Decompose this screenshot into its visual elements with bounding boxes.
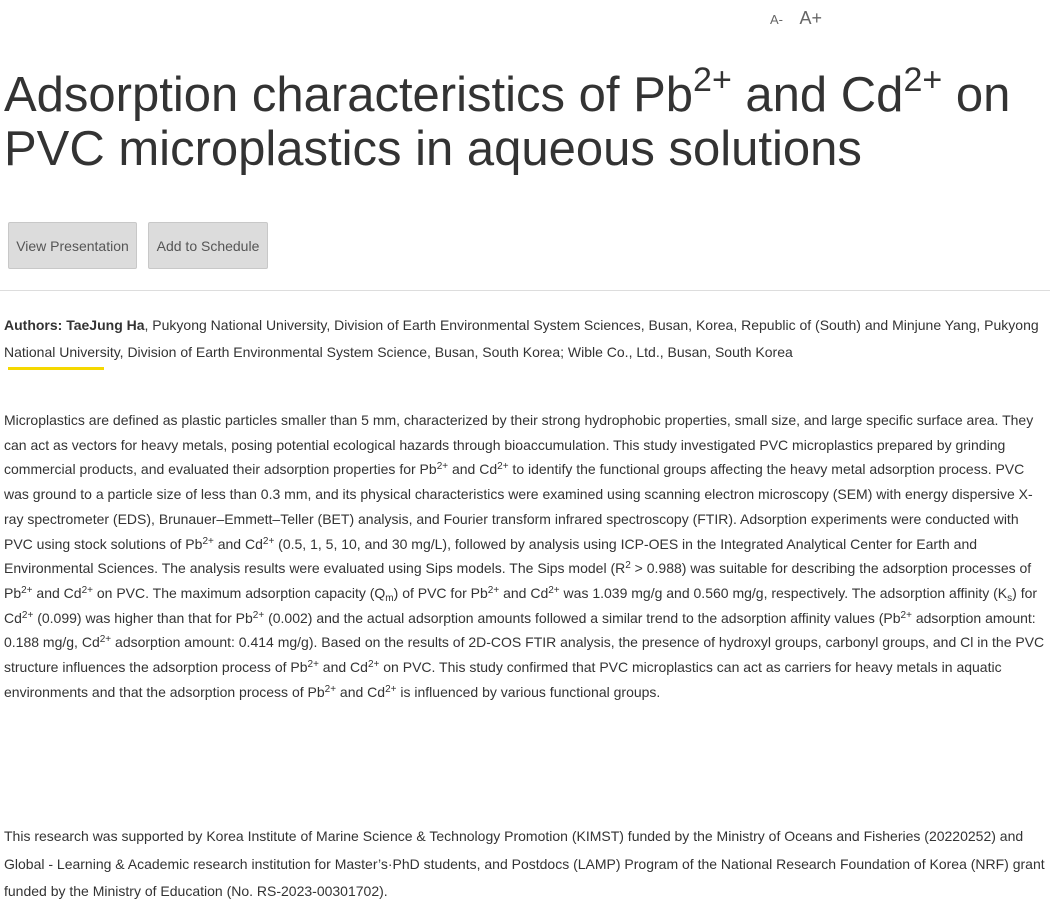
author-affiliation: , Pukyong National University, Division of Earth Environmental System Sciences, Busan, Korea, Republic of (South) and xyxy=(144,317,893,333)
highlight-underline xyxy=(8,367,104,370)
abstract-text: Microplastics are defined as plastic particles smaller than 5 mm, characterized by their strong hydrophobic properties, small size, and large specific surface area. They can act as vectors for heavy metals, posing potential ecological hazards through bioaccumulation. This study investigated PVC microplastics prepared by grinding commercial products, and evaluated their adsorption properties for $Pb^{2+}$ and $Cd^{2+}$ to identify the functional groups affecting the heavy metal adsorption process. PVC was ground to a particle size of less than 0.3 mm, and its physical characteristics were examined using scanning electron microscopy (SEM) with energy dispersive X-ray spectrometer (EDS), Brunauer–Emmett–Teller (BET) analysis, and Fourier transform infrared spectroscopy (FTIR). Adsorption experiments were conducted with PVC using stock solutions of $Pb^{2+}$ and $Cd^{2+}$ (0.5, 1, 5, 10, and 30 mg/L), followed by analysis using ICP-OES in the Integrated Analytical Center for Earth and Environmental Sciences. The analysis results were evaluated using Sips models. The Sips model $(R^2 > 0.988)$ was suitable for describing the adsorption processes of $Pb^{2+}$ and $Cd^{2+}$ on PVC. The maximum adsorption capacity $(Q_m)$ of PVC for $Pb^{2+}$ and $Cd^{2+}$ was 1.039 mg/g and 0.560 mg/g, respectively. The adsorption affinity $(K_s)$ for $Cd^{2+}$ (0.099) was higher than that for $Pb^{2+}$ (0.002) and the actual adsorption amounts followed a similar trend to the adsorption affinity values ($Pb^{2+}$ adsorption amount: 0.188 mg/g, $Cd^{2+}$ adsorption amount: 0.414 mg/g). Based on the results of 2D-COS FTIR analysis, the presence of hydroxyl groups, carbonyl groups, and Cl in the PVC structure influences the adsorption process of $Pb^{2+}$ and $Cd^{2+}$ on PVC. This study confirmed that PVC microplastics can act as carriers for heavy metals in aquatic environments and that the adsorption process of $Pb^{2+}$ and $Cd^{2+}$ is influenced by various functional groups. xyxy=(4,412,1045,700)
increase-font-button[interactable]: A+ xyxy=(799,8,822,28)
author-name: Minjune Yang xyxy=(892,317,977,333)
font-size-controls xyxy=(770,8,822,29)
page-title: Adsorption characteristics of $Pb^{2+}$ and $Cd^{2+}$ on PVC microplastics in aqueous solutions xyxy=(4,61,1011,176)
funding-statement: This research was supported by Korea Institute of Marine Science & Technology Promotion (KIMST) funded by the Ministry of Oceans and Fisheries (20220252) and Global - Learning & Academic research institution for Master’s·PhD students, and Postdocs (LAMP) Program of the National Research Foundation of Korea (NRF) grant funded by the Ministry of Education (No. RS-2023-00301702). xyxy=(4,828,1045,899)
author-name: TaeJung Ha xyxy=(66,317,145,333)
view-presentation-button[interactable]: View Presentation xyxy=(8,222,137,269)
decrease-font-button[interactable]: A- xyxy=(770,12,783,27)
authors-label: Authors: xyxy=(4,317,63,333)
divider xyxy=(0,290,1050,291)
add-to-schedule-button[interactable]: Add to Schedule xyxy=(148,222,268,269)
author-affiliation: , Pukyong National University, Division of Earth Environmental System Science, Busan, South Korea; Wible Co., Ltd., Busan, South Korea xyxy=(4,317,1039,360)
authors-block xyxy=(4,312,1044,366)
